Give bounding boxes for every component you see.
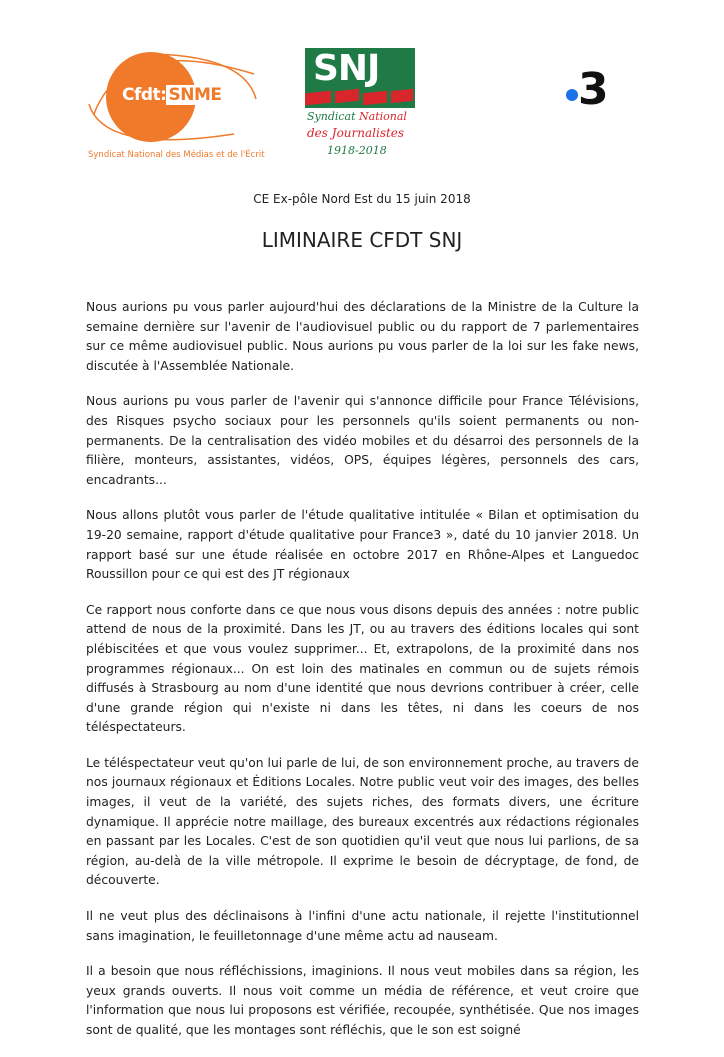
paragraph: Il a besoin que nous réfléchissions, imaginions. Il nous veut mobiles dans sa région, les yeux grands ouverts. Il nous voit comme un média de référence, et veut croire que l'information que nous lui proposons est vérifiée, recoupée, synthétisée. Que nos images sont de qualité, que les montages sont réfléchis, que le son est soigné: [86, 964, 639, 1037]
snj-red-stripe: [363, 91, 387, 106]
snj-red-stripe: [335, 89, 359, 104]
paragraph: Ce rapport nous conforte dans ce que nous vous disons depuis des années : notre public attend de nous de la proximité. Dans les JT, ou au travers des éditions locales qui sont plébiscitées et que vous voulez supprimer... Et, extrapolons, de la proximité dans nos programmes régionaux... On est loin des matinales en commun ou de sujets rémois diffusés à Strasbourg au nom d'une identité que nous devrions contribuer à créer, celle d'une grande région qui n'existe ni dans les têtes, ni dans les coeurs de nos téléspectateurs.: [86, 602, 639, 735]
paragraph: Il ne veut plus des déclinaisons à l'infini d'une actu nationale, il rejette l'institutionnel sans imagination, le feuilletonnage d'une même actu ad nauseam.: [86, 909, 639, 943]
snj-line3: 1918-2018: [327, 144, 387, 157]
cfdt-snme-logo: [84, 44, 264, 164]
document-body: [86, 298, 639, 1057]
cfdt-logo-text: Cfdt: SNME: [122, 85, 222, 105]
paragraph: Nous aurions pu vous parler aujourd'hui des déclarations de la Ministre de la Culture la semaine dernière sur l'avenir de l'audiovisuel public ou du rapport de 7 parlementaires sur ce même audiovisuel public. Nous aurions pu vous parler de la loi sur les fake news, discutée à l'Assemblée Nationale.: [86, 300, 639, 373]
snj-line2: des Journalistes: [307, 126, 405, 140]
france3-number: 3: [578, 64, 609, 115]
document-subtitle: CE Ex-pôle Nord Est du 15 juin 2018: [253, 192, 471, 206]
snj-logo: [305, 48, 417, 160]
paragraph: Nous allons plutôt vous parler de l'étude qualitative intitulée « Bilan et optimisation du 19-20 semaine, rapport d'étude qualitative pour France3 », daté du 10 janvier 2018. Un rapport basé sur une étude réalisée en octobre 2017 en Rhône-Alpes et Languedoc Roussillon pour ce qui est des JT régionaux: [86, 508, 639, 582]
snj-red-stripe: [391, 89, 413, 103]
paragraph: Nous aurions pu vous parler de l'avenir qui s'annonce difficile pour France Télévisions, des Risques psycho sociaux pour les personnels qu'ils soient permanents ou non-permanents. De la centralisation des vidéo mobiles et du désarroi des personnels de la filière, monteurs, assistantes, vidéos, OPS, équipes légères, personnels des cars, encadrants...: [86, 394, 639, 487]
paragraph: Le téléspectateur veut qu'on lui parle de lui, de son environnement proche, au travers de nos journaux régionaux et Éditions Locales. Notre public veut voir des images, des belles images, il veut de la variété, des sujets riches, des formats divers, une écriture dynamique. Il apprécie notre maillage, des bureaux excentrés aux rédactions régionales en passant par les Locales. C'est de son quotidien qu'il veut que nous lui parlions, de sa région, au-delà de la ville métropole. Il exprime le besoin de décryptage, de fond, de découverte.: [86, 755, 639, 888]
snj-line1: Syndicat National: [307, 110, 407, 123]
document-title: LIMINAIRE CFDT SNJ: [261, 228, 463, 252]
cfdt-caption: Syndicat National des Médias et de l'Écrit: [88, 150, 265, 160]
snj-logo-text: SNJ: [313, 48, 380, 89]
france3-dot-icon: [566, 89, 578, 101]
